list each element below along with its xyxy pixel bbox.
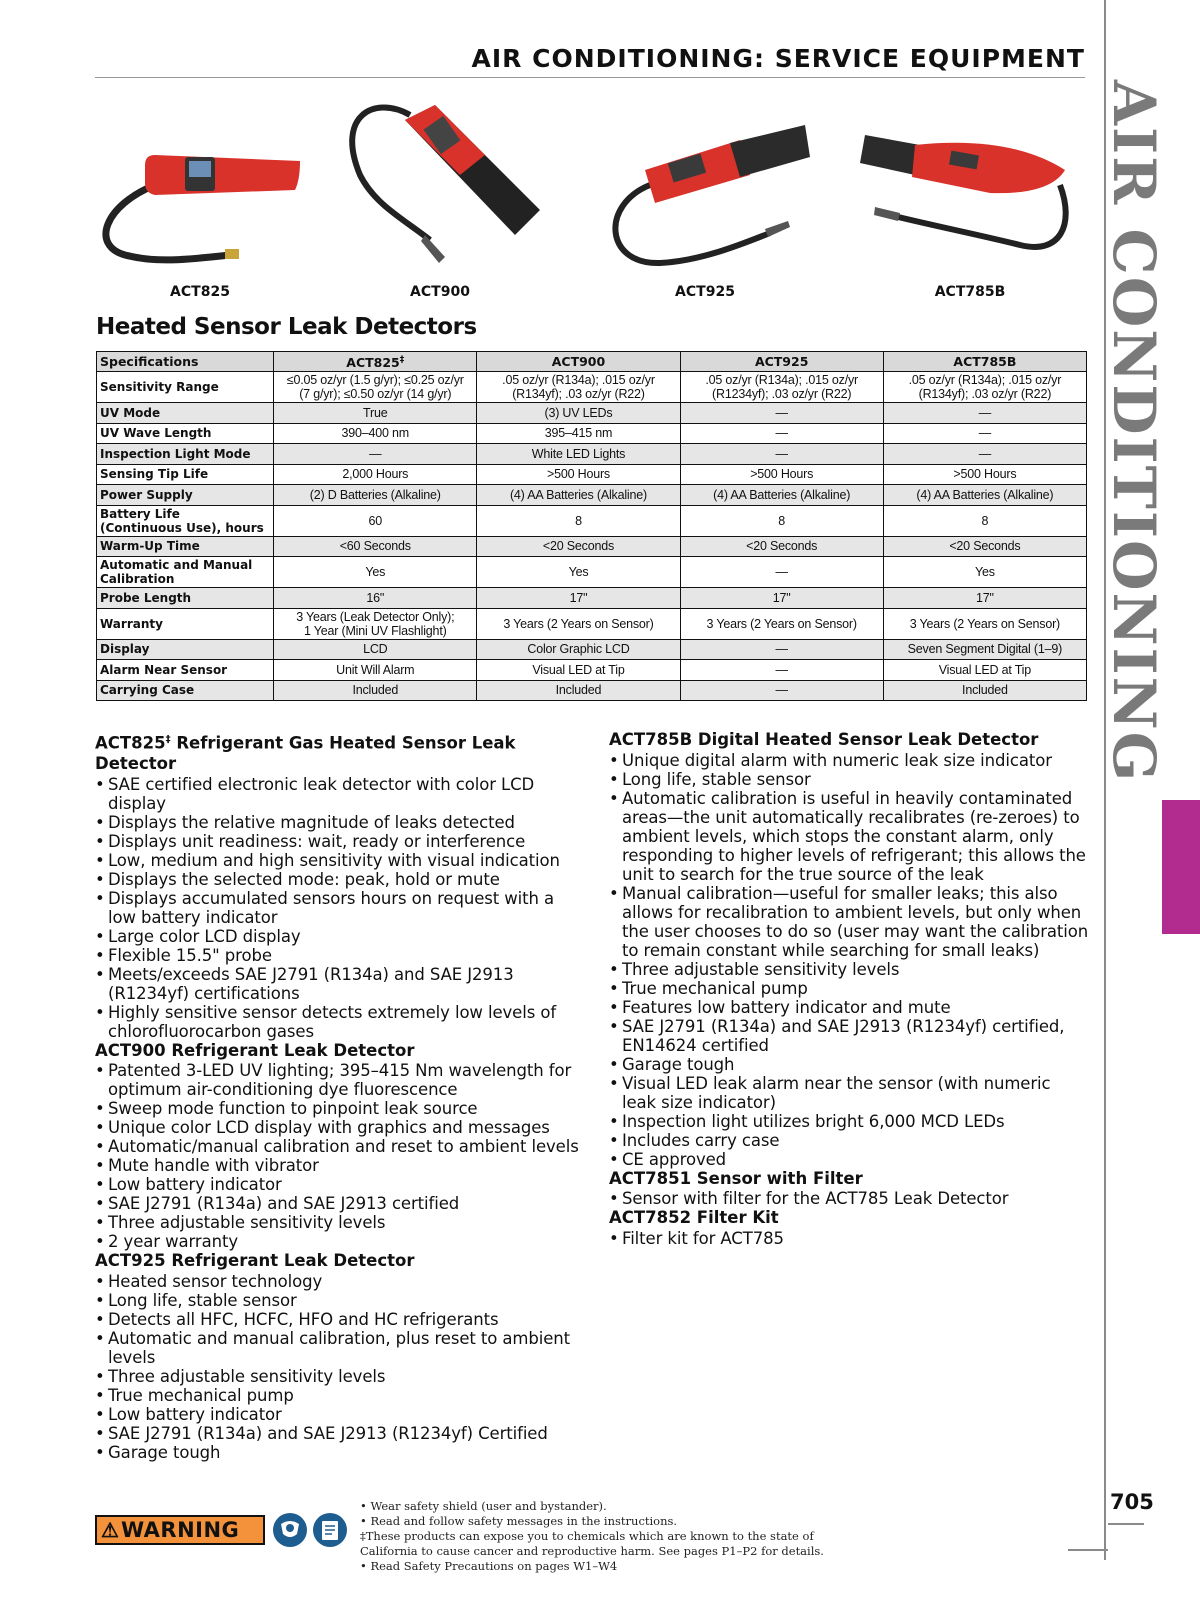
list-item: • Low, medium and high sensitivity with visual indication — [95, 851, 585, 870]
list-item: • True mechanical pump — [609, 979, 1089, 998]
table-cell: 8 — [477, 505, 680, 536]
table-cell: — — [680, 403, 883, 424]
safety-note: • Read Safety Precautions on pages W1–W4 — [360, 1559, 618, 1573]
table-cell: Seven Segment Digital (1–9) — [883, 639, 1086, 660]
list-item: • Displays unit readiness: wait, ready or interference — [95, 832, 585, 851]
table-cell-spec: Power Supply — [97, 485, 274, 506]
table-cell-spec: Warm-Up Time — [97, 536, 274, 557]
table-cell: >500 Hours — [477, 464, 680, 485]
table-cell: 17" — [883, 588, 1086, 609]
table-cell: — — [274, 444, 477, 465]
list-item: • Low battery indicator — [95, 1405, 585, 1424]
table-cell-spec: Warranty — [97, 608, 274, 639]
safety-shield-icon — [272, 1512, 308, 1548]
list-item: • Automatic and manual calibration, plus reset to ambient levels — [95, 1329, 585, 1367]
table-cell-spec: UV Wave Length — [97, 423, 274, 444]
list-item: • SAE J2791 (R134a) and SAE J2913 (R1234yf) Certified — [95, 1424, 585, 1443]
list-item: • Highly sensitive sensor detects extremely low levels of chlorofluorocarbon gases — [95, 1003, 585, 1041]
table-cell: ≤0.05 oz/yr (1.5 g/yr); ≤0.25 oz/yr (7 g/yr); ≤0.50 oz/yr (14 g/yr) — [274, 372, 477, 403]
column-name: ACT785B — [953, 353, 1017, 369]
title-text: ACT7852 Filter Kit — [609, 1208, 779, 1227]
column-name: ACT825 — [346, 355, 400, 371]
table-cell: Color Graphic LCD — [477, 639, 680, 660]
product-act925 — [600, 95, 810, 300]
title-mark: ‡ — [165, 734, 171, 745]
feature-list — [609, 751, 1089, 1169]
act900-image — [335, 95, 545, 275]
table-row — [97, 608, 1087, 639]
table-cell: .05 oz/yr (R134a); .015 oz/yr (R134yf); .03 oz/yr (R22) — [477, 372, 680, 403]
table-cell: — — [680, 660, 883, 681]
table-cell: 8 — [680, 505, 883, 536]
safety-note: • Wear safety shield (user and bystander). — [360, 1499, 607, 1513]
table-row — [97, 639, 1087, 660]
side-title-text: AIR CONDITIONING — [1100, 80, 1168, 784]
section-title: Heated Sensor Leak Detectors — [96, 314, 477, 340]
product-act900 — [335, 95, 545, 300]
table-header-specifications: Specifications — [97, 352, 274, 372]
list-item: • True mechanical pump — [95, 1386, 585, 1405]
product-description — [609, 1208, 1089, 1248]
product-act825 — [95, 95, 305, 300]
list-item: • Visual LED leak alarm near the sensor (with numeric leak size indicator) — [609, 1074, 1089, 1112]
list-item: • SAE certified electronic leak detector with color LCD display — [95, 775, 585, 813]
table-cell: 3 Years (2 Years on Sensor) — [883, 608, 1086, 639]
table-cell: 2,000 Hours — [274, 464, 477, 485]
table-cell: Included — [883, 680, 1086, 701]
table-header-column — [883, 352, 1086, 372]
table-cell: Included — [477, 680, 680, 701]
table-cell: (4) AA Batteries (Alkaline) — [680, 485, 883, 506]
list-item: • Automatic calibration is useful in heavily contaminated areas—the unit automatically recalibrates (re-zeroes) to ambient levels, which stops the constant alarm, only responding to higher levels of refrigerant; this allows the unit to search for the true source of the leak — [609, 789, 1089, 884]
column-mark: ‡ — [399, 354, 405, 365]
table-row — [97, 505, 1087, 536]
product-label: ACT785B — [934, 284, 1006, 300]
table-header-column — [680, 352, 883, 372]
product-description — [95, 730, 585, 1041]
page-number-rule — [1108, 1523, 1144, 1525]
table-cell: (4) AA Batteries (Alkaline) — [477, 485, 680, 506]
list-item: • Long life, stable sensor — [95, 1291, 585, 1310]
table-cell: 3 Years (2 Years on Sensor) — [680, 608, 883, 639]
table-cell: 60 — [274, 505, 477, 536]
list-item: • Inspection light utilizes bright 6,000 MCD LEDs — [609, 1112, 1089, 1131]
table-cell: — — [883, 403, 1086, 424]
table-row — [97, 403, 1087, 424]
table-cell: <20 Seconds — [680, 536, 883, 557]
table-cell: White LED Lights — [477, 444, 680, 465]
table-cell: >500 Hours — [883, 464, 1086, 485]
product-description — [609, 730, 1089, 1169]
title-text: ACT825 — [95, 733, 166, 753]
list-item: • Long life, stable sensor — [609, 770, 1089, 789]
safety-note: ‡These products can expose you to chemicals which are known to the state of California to cause cancer and reproductive harm. See pages P1–P2 for details. — [360, 1529, 824, 1558]
act825-image — [95, 95, 305, 275]
list-item: • Three adjustable sensitivity levels — [609, 960, 1089, 979]
act925-image — [600, 95, 810, 275]
list-item: • Includes carry case — [609, 1131, 1089, 1150]
table-cell: 395–415 nm — [477, 423, 680, 444]
product-images — [95, 95, 1085, 300]
list-item: • 2 year warranty — [95, 1232, 585, 1251]
table-cell: Unit Will Alarm — [274, 660, 477, 681]
table-header-column — [274, 352, 477, 372]
list-item: • CE approved — [609, 1150, 1089, 1169]
side-tab — [1162, 800, 1200, 934]
table-cell: <60 Seconds — [274, 536, 477, 557]
table-cell: Visual LED at Tip — [883, 660, 1086, 681]
list-item: • Unique color LCD display with graphics and messages — [95, 1118, 585, 1137]
product-label: ACT925 — [675, 284, 735, 300]
table-cell: — — [680, 680, 883, 701]
table-cell-spec: Display — [97, 639, 274, 660]
table-cell: — — [680, 557, 883, 588]
side-title — [1100, 80, 1168, 840]
table-cell: Yes — [883, 557, 1086, 588]
table-row — [97, 557, 1087, 588]
warning-label — [95, 1515, 265, 1545]
table-cell: LCD — [274, 639, 477, 660]
table-cell: 17" — [680, 588, 883, 609]
list-item: • Features low battery indicator and mute — [609, 998, 1089, 1017]
descriptions-left-column — [95, 730, 585, 1462]
table-cell: 16" — [274, 588, 477, 609]
product-description-title — [95, 1251, 585, 1272]
table-cell: — — [883, 444, 1086, 465]
list-item: • Heated sensor technology — [95, 1272, 585, 1291]
list-item: • Detects all HFC, HCFC, HFO and HC refrigerants — [95, 1310, 585, 1329]
list-item: • Sweep mode function to pinpoint leak source — [95, 1099, 585, 1118]
list-item: • SAE J2791 (R134a) and SAE J2913 (R1234yf) certified, EN14624 certified — [609, 1017, 1089, 1055]
list-item: • Mute handle with vibrator — [95, 1156, 585, 1175]
list-item: • Meets/exceeds SAE J2791 (R134a) and SAE J2913 (R1234yf) certifications — [95, 965, 585, 1003]
table-row — [97, 680, 1087, 701]
column-name: ACT925 — [754, 353, 809, 369]
table-cell: 17" — [477, 588, 680, 609]
table-header-row — [97, 352, 1087, 372]
table-cell: <20 Seconds — [477, 536, 680, 557]
list-item: • Displays the selected mode: peak, hold or mute — [95, 870, 585, 889]
feature-list — [609, 1229, 1089, 1248]
descriptions-right-column — [609, 730, 1089, 1248]
table-cell: Included — [274, 680, 477, 701]
warning-triangle-icon: ⚠ — [101, 1519, 119, 1542]
table-cell: <20 Seconds — [883, 536, 1086, 557]
table-cell: — — [883, 423, 1086, 444]
title-text: Refrigerant Gas Heated Sensor Leak Detector — [95, 733, 516, 773]
table-cell: 3 Years (Leak Detector Only); 1 Year (Mini UV Flashlight) — [274, 608, 477, 639]
title-text: ACT7851 Sensor with Filter — [609, 1168, 863, 1188]
table-row — [97, 372, 1087, 403]
product-description-title — [609, 1169, 1089, 1190]
product-description — [95, 1251, 585, 1462]
table-cell-spec: Inspection Light Mode — [97, 444, 274, 465]
product-description-title — [609, 730, 1089, 751]
product-act785b — [860, 95, 1080, 300]
product-description-title — [609, 1208, 1089, 1229]
list-item: • Sensor with filter for the ACT785 Leak Detector — [609, 1189, 1089, 1208]
table-cell: (3) UV LEDs — [477, 403, 680, 424]
table-cell: Yes — [274, 557, 477, 588]
table-cell-spec: Alarm Near Sensor — [97, 660, 274, 681]
table-row — [97, 464, 1087, 485]
product-description — [95, 1041, 585, 1252]
table-header-column — [477, 352, 680, 372]
list-item: • Unique digital alarm with numeric leak size indicator — [609, 751, 1089, 770]
product-description — [609, 1169, 1089, 1209]
list-item: • Filter kit for ACT785 — [609, 1229, 1089, 1248]
feature-list — [95, 1061, 585, 1251]
list-item: • Low battery indicator — [95, 1175, 585, 1194]
list-item: • SAE J2791 (R134a) and SAE J2913 certified — [95, 1194, 585, 1213]
table-cell-spec: Probe Length — [97, 588, 274, 609]
list-item: • Manual calibration—useful for smaller leaks; this also allows for recalibration to ambient levels, but only when the user chooses to do so (user may want the calibration to remain constant while searching for small leaks) — [609, 884, 1089, 960]
warning-text: WARNING — [120, 1518, 240, 1542]
list-item: • Garage tough — [95, 1443, 585, 1462]
list-item: • Large color LCD display — [95, 927, 585, 946]
page-title: AIR CONDITIONING: SERVICE EQUIPMENT — [471, 44, 1085, 73]
list-item: • Displays the relative magnitude of leaks detected — [95, 813, 585, 832]
list-item: • Automatic/manual calibration and reset to ambient levels — [95, 1137, 585, 1156]
safety-note: • Read and follow safety messages in the instructions. — [360, 1514, 678, 1528]
title-text: ACT925 Refrigerant Leak Detector — [95, 1251, 415, 1270]
table-cell-spec: Sensitivity Range — [97, 372, 274, 403]
feature-list — [95, 1272, 585, 1462]
table-row — [97, 423, 1087, 444]
page-number-rule — [1068, 1549, 1108, 1551]
list-item: • Flexible 15.5" probe — [95, 946, 585, 965]
product-description-title — [95, 1041, 585, 1062]
table-cell: — — [680, 444, 883, 465]
list-item: • Three adjustable sensitivity levels — [95, 1367, 585, 1386]
specifications-table — [96, 351, 1087, 701]
table-row — [97, 444, 1087, 465]
list-item: • Displays accumulated sensors hours on request with a low battery indicator — [95, 889, 585, 927]
product-description-title — [95, 730, 585, 775]
table-cell-spec: UV Mode — [97, 403, 274, 424]
title-text: ACT900 Refrigerant Leak Detector — [95, 1040, 415, 1060]
feature-list — [609, 1189, 1089, 1208]
table-row — [97, 485, 1087, 506]
table-row — [97, 660, 1087, 681]
table-cell-spec: Battery Life (Continuous Use), hours — [97, 505, 274, 536]
safety-notes — [360, 1499, 860, 1574]
table-cell: — — [680, 423, 883, 444]
product-label: ACT900 — [410, 284, 470, 300]
page-number: 705 — [1110, 1490, 1154, 1514]
act785b-image — [860, 95, 1080, 275]
table-cell: (2) D Batteries (Alkaline) — [274, 485, 477, 506]
list-item: • Garage tough — [609, 1055, 1089, 1074]
table-cell: .05 oz/yr (R134a); .015 oz/yr (R1234yf); .03 oz/yr (R22) — [680, 372, 883, 403]
table-cell: .05 oz/yr (R134a); .015 oz/yr (R134yf); .03 oz/yr (R22) — [883, 372, 1086, 403]
product-label: ACT825 — [170, 284, 230, 300]
table-cell-spec: Automatic and Manual Calibration — [97, 557, 274, 588]
table-cell: >500 Hours — [680, 464, 883, 485]
table-row — [97, 536, 1087, 557]
table-cell-spec: Carrying Case — [97, 680, 274, 701]
table-row — [97, 588, 1087, 609]
page-header — [95, 42, 1085, 78]
title-text: ACT785B Digital Heated Sensor Leak Detector — [609, 730, 1039, 749]
table-cell: True — [274, 403, 477, 424]
table-cell: — — [680, 639, 883, 660]
read-instructions-icon — [312, 1512, 348, 1548]
table-cell: (4) AA Batteries (Alkaline) — [883, 485, 1086, 506]
list-item: • Three adjustable sensitivity levels — [95, 1213, 585, 1232]
table-cell-spec: Sensing Tip Life — [97, 464, 274, 485]
table-body — [97, 372, 1087, 701]
table-cell: Visual LED at Tip — [477, 660, 680, 681]
table-cell: 3 Years (2 Years on Sensor) — [477, 608, 680, 639]
column-name: ACT900 — [551, 353, 606, 369]
list-item: • Patented 3-LED UV lighting; 395–415 Nm wavelength for optimum air-conditioning dye fluorescence — [95, 1061, 585, 1099]
table-cell: 390–400 nm — [274, 423, 477, 444]
table-cell: 8 — [883, 505, 1086, 536]
table-cell: Yes — [477, 557, 680, 588]
feature-list — [95, 775, 585, 1041]
